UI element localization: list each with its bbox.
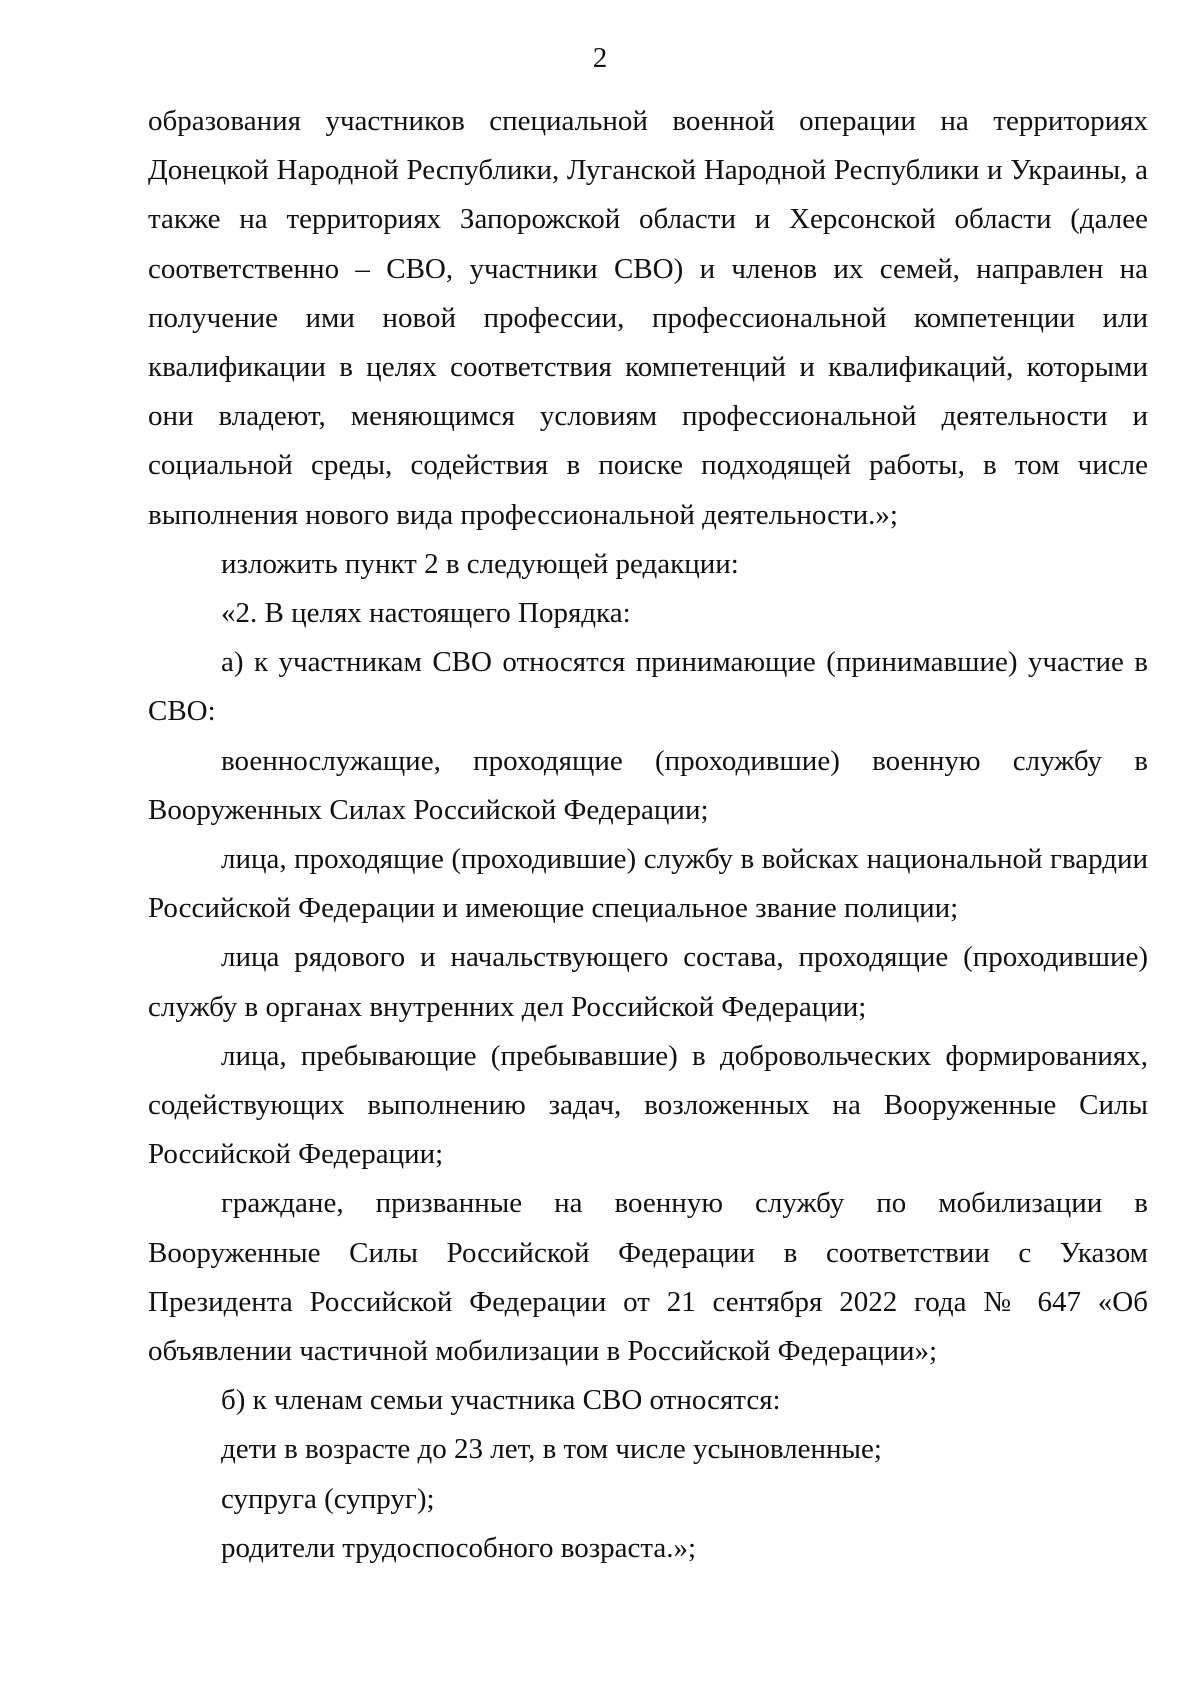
document-body (148, 97, 1148, 1573)
paragraph-spouse: супруга (супруг); (221, 1482, 435, 1515)
page-number: 2 (592, 42, 608, 74)
paragraph-volunteer-formations: лица, пребывающие (пребывавшие) в добровольческих формированиях, содействующих выполнению задач, возложенных на Вооруженные Силы Российской Федерации; (148, 1039, 1148, 1171)
paragraph-parents: родители трудоспособного возраста.»; (221, 1531, 697, 1564)
paragraph-mobilized-citizens: граждане, призванные на военную службу по мобилизации в Вооруженные Силы Российской Федерации в соответствии с Указом Президента Российской Федерации от 21 сентября 2022 года № 647 «Об объявлении частичной мобилизации в Российской Федерации»; (148, 1187, 1148, 1368)
paragraph-subpoint-a: а) к участникам СВО относятся принимающие (принимавшие) участие в СВО: (148, 646, 1148, 728)
paragraph-continuation: образования участников специальной военной операции на территориях Донецкой Народной Республики, Луганской Народной Республики и Украины, а также на территориях Запорожской области и Херсонской области (далее соответственно – СВО, участники СВО) и членов их семей, направлен на получение ими новой профессии, профессиональной компетенции или квалификации в целях соответствия компетенций и квалификаций, которыми они владеют, меняющимся условиям профессиональной деятельности и социальной среды, содействия в поиске подходящей работы, в том числе выполнения нового вида профессиональной деятельности.»; (148, 105, 1148, 531)
paragraph-national-guard: лица, проходящие (проходившие) службу в войсках национальной гвардии Российской Федерации и имеющие специальное звание полиции; (148, 843, 1148, 925)
paragraph-subpoint-b: б) к членам семьи участника СВО относятся: (221, 1384, 781, 1417)
paragraph-internal-affairs: лица рядового и начальствующего состава, проходящие (проходившие) службу в органах внутренних дел Российской Федерации; (148, 941, 1148, 1023)
paragraph-children: дети в возрасте до 23 лет, в том числе усыновленные; (221, 1433, 882, 1466)
paragraph-servicemen: военнослужащие, проходящие (проходившие) военную службу в Вооруженных Силах Российской Федерации; (148, 744, 1148, 826)
paragraph-amend-instruction: изложить пункт 2 в следующей редакции: (221, 547, 739, 580)
paragraph-point-2-heading: «2. В целях настоящего Порядка: (221, 597, 631, 630)
